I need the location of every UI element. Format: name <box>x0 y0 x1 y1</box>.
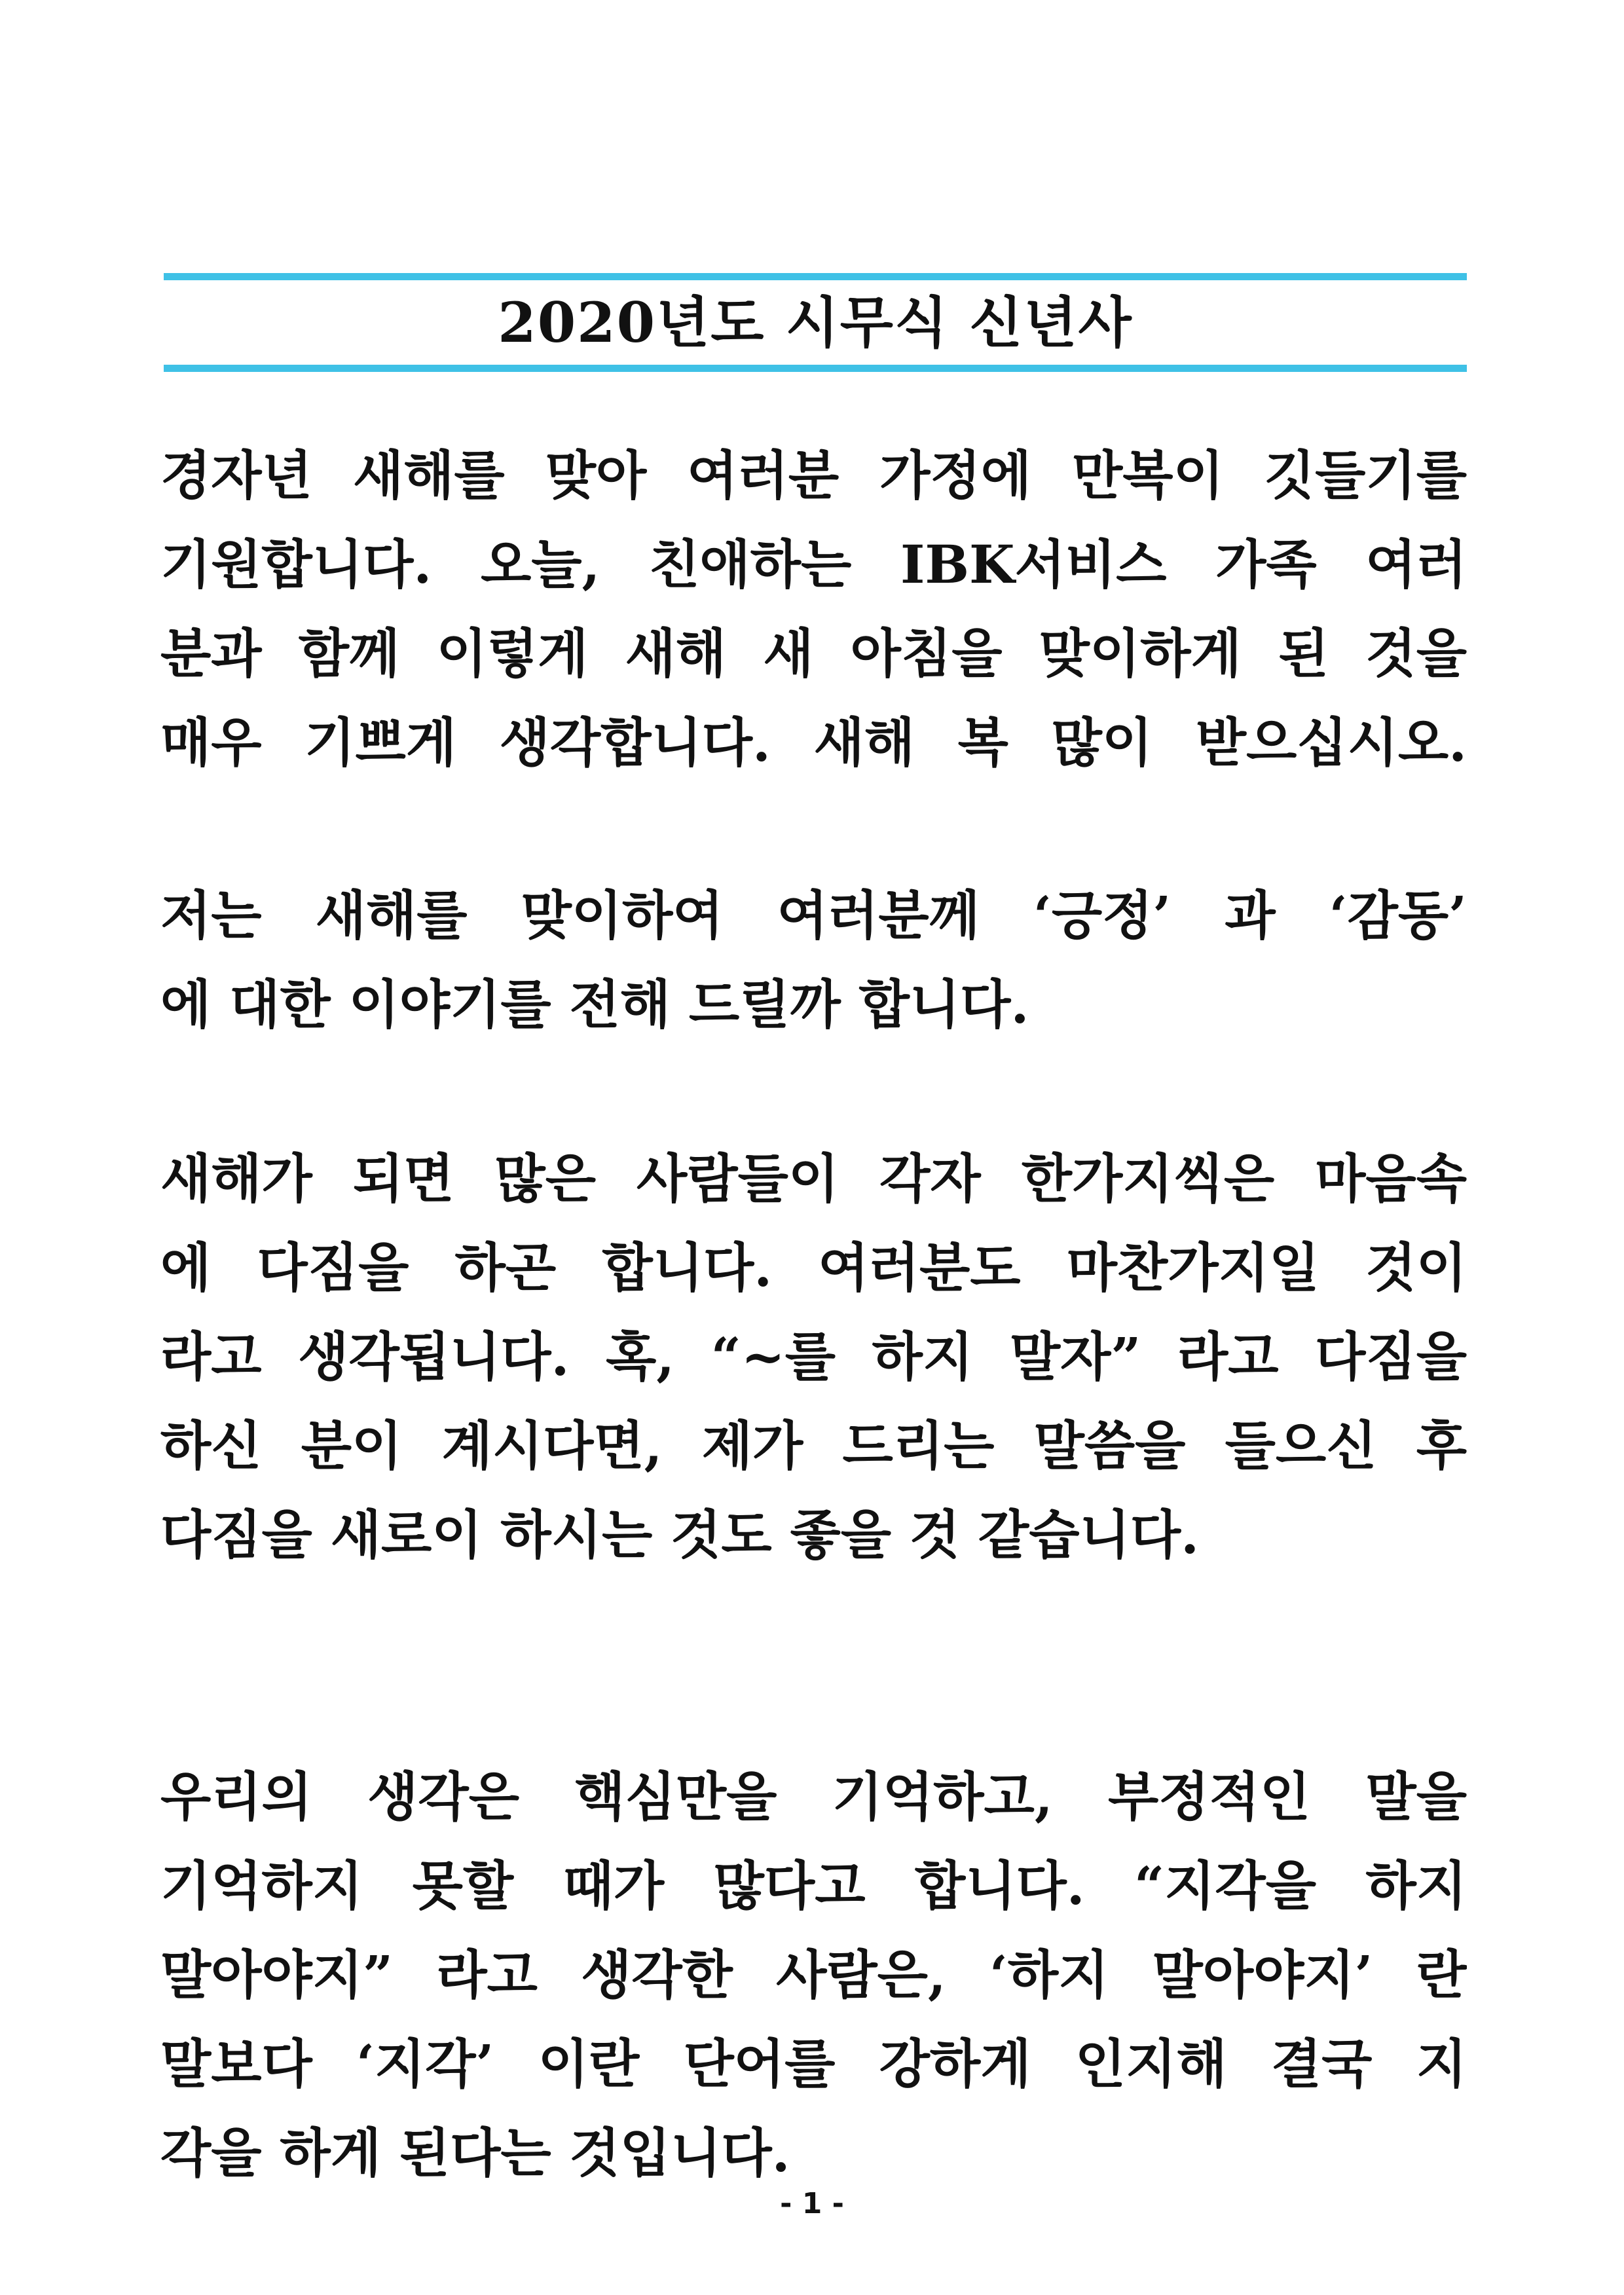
paragraph-line: 말아야지” 라고 생각한 사람은, ‘하지 말아야지’ 란 <box>160 1944 1467 2006</box>
paragraph-line: 에 대한 이야기를 전해 드릴까 합니다. <box>160 974 1029 1035</box>
paragraph-line: 각을 하게 된다는 것입니다. <box>160 2122 790 2184</box>
paragraph-line: 에 다짐을 하곤 합니다. 여러분도 마찬가지일 것이 <box>160 1237 1467 1298</box>
paragraph-line: 경자년 새해를 맞아 여러분 가정에 만복이 깃들기를 <box>160 445 1467 506</box>
paragraph-line: 새해가 되면 많은 사람들이 각자 한가지씩은 마음속 <box>160 1148 1467 1209</box>
title-rule-top <box>164 273 1467 280</box>
paragraph-line: 라고 생각됩니다. 혹, “~를 하지 말자” 라고 다짐을 <box>160 1326 1467 1387</box>
paragraph-3 <box>160 1134 1467 1579</box>
paragraph-line: 기억하지 못할 때가 많다고 합니다. “지각을 하지 <box>160 1855 1467 1917</box>
page-number: - 1 - <box>780 2187 844 2220</box>
paragraph-1 <box>160 431 1467 787</box>
paragraph-line: 우리의 생각은 핵심만을 기억하고, 부정적인 말을 <box>160 1766 1467 1827</box>
paragraph-line: 분과 함께 이렇게 새해 새 아침을 맞이하게 된 것을 <box>160 623 1467 684</box>
document-title: 2020년도 시무식 신년사 <box>498 290 1133 355</box>
paragraph-2 <box>160 871 1467 1049</box>
title-rule-bottom <box>164 365 1467 372</box>
paragraph-line: 기원합니다. 오늘, 친애하는 IBK서비스 가족 여러 <box>160 534 1467 595</box>
paragraph-line: 다짐을 새로이 하시는 것도 좋을 것 같습니다. <box>160 1504 1199 1566</box>
paragraph-line: 매우 기쁘게 생각합니다. 새해 복 많이 받으십시오. <box>160 712 1467 773</box>
paragraph-line: 하신 분이 계시다면, 제가 드리는 말씀을 들으신 후 <box>160 1415 1467 1477</box>
paragraph-line: 저는 새해를 맞이하여 여러분께 ‘긍정’ 과 ‘감동’ <box>160 885 1467 946</box>
paragraph-4 <box>160 1752 1467 2197</box>
paragraph-line: 말보다 ‘지각’ 이란 단어를 강하게 인지해 결국 지 <box>160 2033 1467 2095</box>
